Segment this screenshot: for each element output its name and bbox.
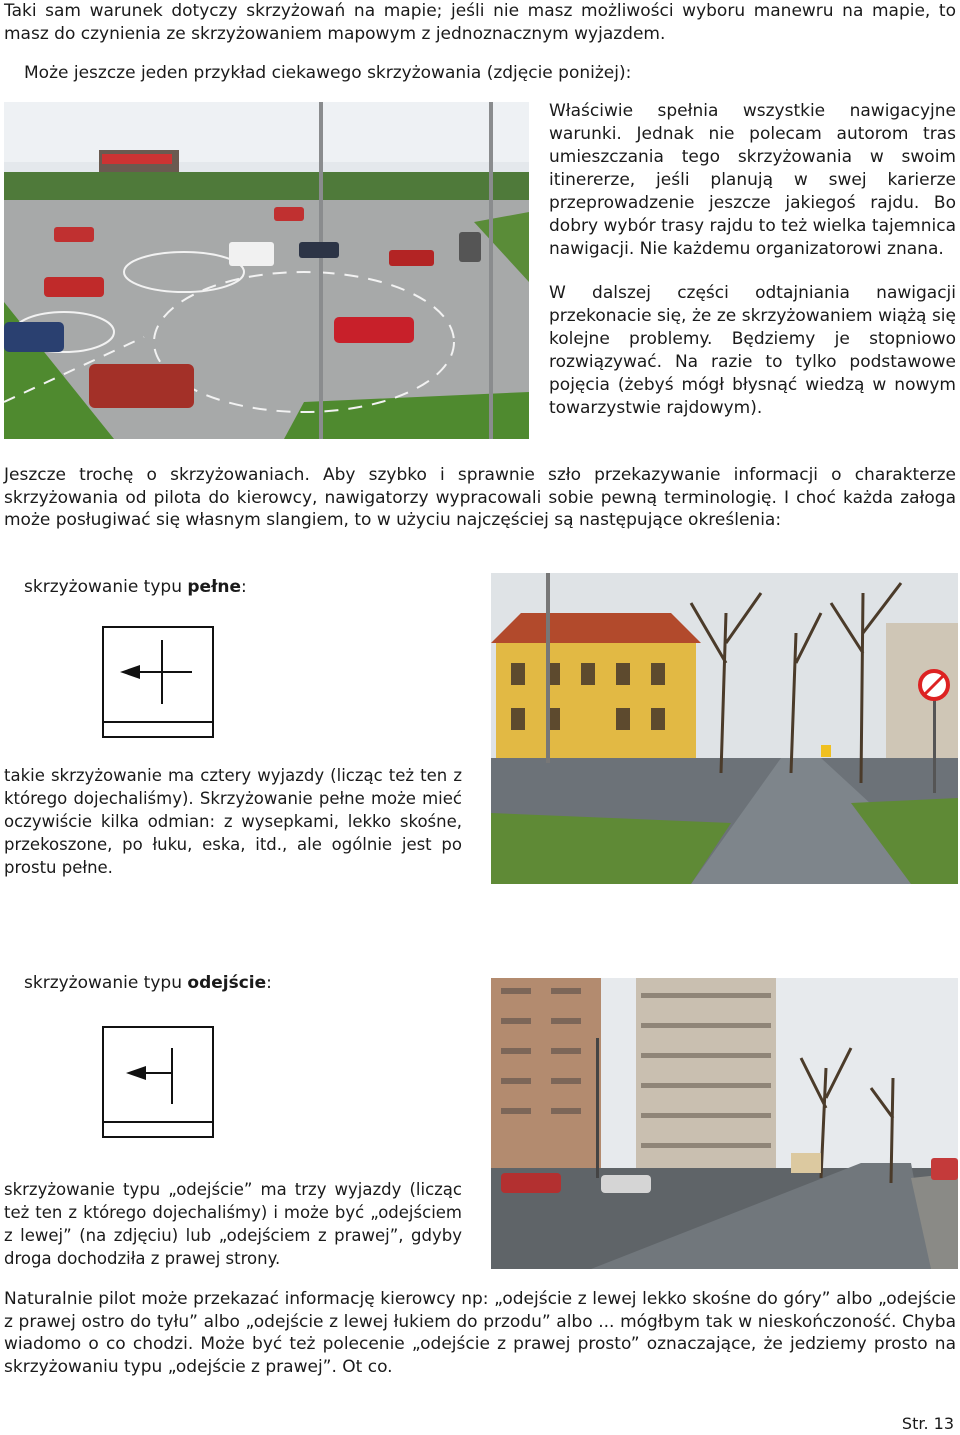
section-full-heading-bold: pełne	[187, 577, 242, 597]
section-exit-heading-prefix: skrzyżowanie typu	[24, 973, 188, 993]
intro-paragraph-1: Taki sam warunek dotyczy skrzyżowań na mapie; jeśli nie masz możliwości wyboru manewru na mapie, to masz do czynienia ze skrzyżowaniem mapowym z jednoznacznym wyjazdem.	[4, 1, 956, 44]
right-column-paragraph-1: Właściwie spełnia wszystkie nawigacyjne warunki. Jednak nie polecam autorom tras umieszczania tego skrzyżowania w swoim itinererze, jeśli planują w swej karierze przeprowadzenie jeszcze jakiegoś rajdu. Bo dobry wybór trasy rajdu to też wielka tajemnica nawigacji. Nie każdemu organizatorowi znana.	[549, 101, 956, 259]
section-exit-description: skrzyżowanie typu „odejście” ma trzy wyjazdy (licząc też ten z którego dojechaliśmy) i może być „odejściem z lewej” (na zdjęciu) lub „odejściem z prawej”, gdyby droga dochodziła z prawej strony.	[4, 1180, 462, 1268]
right-column-paragraph-2: W dalszej części odtajniania nawigacji przekonacie się, że ze skrzyżowaniem wiążą się kolejne problemy. Będziemy je stopniowo rozwiązywać. Na razie to tylko podstawowe pojęcia (żebyś mógł błysnąć wiedzą w nowym towarzystwie rajdowym).	[549, 283, 956, 418]
exit-intersection-diagram	[102, 1026, 214, 1138]
section-exit-heading-suffix: :	[266, 973, 272, 993]
roundabout-photo	[4, 102, 529, 439]
closing-paragraph: Naturalnie pilot może przekazać informację kierowcy np: „odejście z lewej lekko skośne do góry” albo „odejście z prawej ostro do tyłu” albo „odejście z lewej łukiem do przodu” albo ... mógłbym tak w nieskończoność. Chyba wiadomo o co chodzi. Może być też polecenie „odejście z prawej prosto” oznaczające, że jedziemy prosto na skrzyżowaniu typu „odejście z prawej”. Ot co.	[4, 1289, 956, 1377]
section-full-description: takie skrzyżowanie ma cztery wyjazdy (licząc też ten z którego dojechaliśmy). Skrzyżowanie pełne może mieć oczywiście kilka odmian: z wysepkami, lekko skośne, przekoszone, po łuku, eska, itd., ale ogólnie jest po prostu pełne.	[4, 766, 462, 877]
page-number: Str. 13	[901, 1414, 954, 1433]
section-full-heading-suffix: :	[241, 577, 247, 597]
terminology-paragraph: Jeszcze trochę o skrzyżowaniach. Aby szybko i sprawnie szło przekazywanie informacji o charakterze skrzyżowania od pilota do kierowcy, nawigatorzy wypracowali sobie pewną terminologię. I choć każda załoga może posługiwać się własnym slangiem, to w użyciu najczęściej są następujące określenia:	[4, 465, 956, 530]
full-intersection-photo	[491, 573, 958, 884]
section-exit-heading-bold: odejście	[187, 973, 267, 993]
intro-paragraph-2: Może jeszcze jeden przykład ciekawego skrzyżowania (zdjęcie poniżej):	[24, 63, 632, 83]
section-exit-heading	[24, 972, 272, 994]
exit-intersection-photo	[491, 978, 958, 1269]
section-full-heading	[24, 576, 247, 598]
full-intersection-diagram	[102, 626, 214, 738]
section-full-heading-prefix: skrzyżowanie typu	[24, 577, 188, 597]
